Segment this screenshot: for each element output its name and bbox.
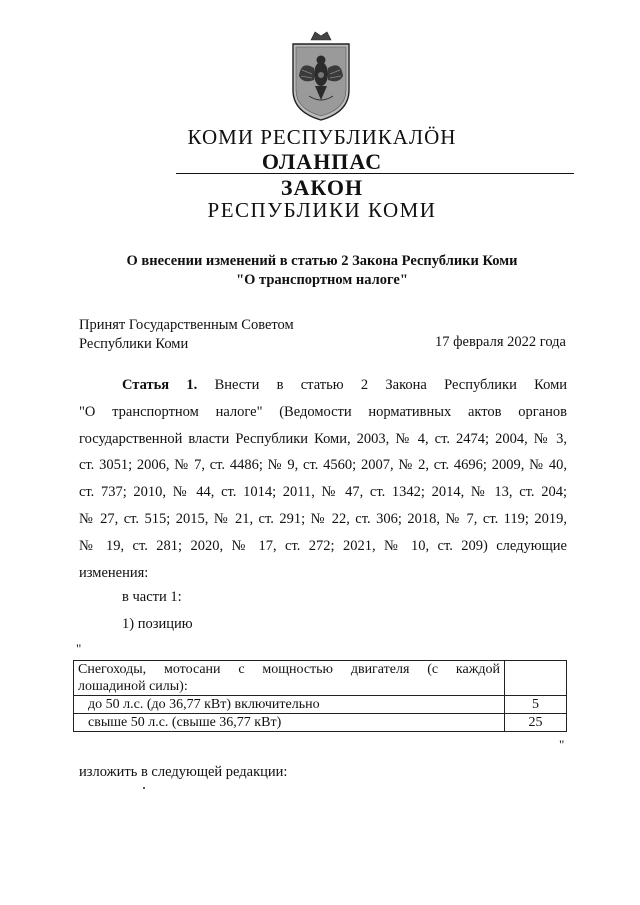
adopted-by-line2: Республики Коми	[79, 336, 189, 352]
header-republic: РЕСПУБЛИКИ КОМИ	[207, 198, 437, 222]
coat-of-arms-emblem	[289, 30, 353, 122]
article-line: № 27, ст. 515; 2015, № 21, ст. 291; № 22, ст. 306; 2018, № 7, ст. 119; 2019,	[79, 510, 567, 527]
table-cell-value: 5	[505, 696, 567, 714]
item-reference: 1) позицию	[122, 616, 193, 632]
part-reference: в части 1:	[122, 589, 182, 605]
table-cell-category: Снегоходы, мотосани с мощностью двигателя (с каждой лошадиной силы):	[74, 661, 505, 696]
scan-speck	[143, 787, 145, 789]
adopted-by-line1: Принят Государственным Советом	[79, 317, 294, 333]
header-divider	[176, 173, 574, 174]
law-title-line1: О внесении изменений в статью 2 Закона Республики Коми	[126, 253, 518, 269]
table-cell-label: свыше 50 л.с. (свыше 36,77 кВт)	[74, 714, 505, 732]
law-title-line2: "О транспортном налоге"	[236, 272, 408, 288]
quote-close-mark: "	[559, 737, 565, 752]
article-line: ст. 3051; 2006, № 7, ст. 4486; № 9, ст. 4560; 2007, № 2, ст. 4696; 2009, № 40,	[79, 457, 567, 474]
article-line: государственной власти Республики Коми, 2003, № 4, ст. 2474; 2004, № 3,	[79, 430, 567, 447]
article-label: Статья 1.	[122, 377, 198, 393]
table-row	[74, 696, 567, 714]
header-komi-title: КОМИ РЕСПУБЛИКАЛÖН	[187, 125, 457, 149]
header-olanpas: ОЛАНПАС	[261, 149, 383, 174]
header-zakon: ЗАКОН	[280, 175, 364, 200]
table-cell-value: 25	[505, 714, 567, 732]
article-line: № 19, ст. 281; 2020, № 17, ст. 272; 2021, № 10, ст. 209) следующие	[79, 537, 567, 554]
table-cell-value-empty	[505, 661, 567, 696]
article-line: Статья 1. Внести в статью 2 Закона Республики Коми	[122, 377, 568, 393]
tax-rate-table	[73, 660, 567, 732]
table-row	[74, 661, 567, 696]
closing-instruction: изложить в следующей редакции:	[79, 764, 288, 780]
article-line: изменения:	[79, 564, 149, 581]
table-cell-label: до 50 л.с. (до 36,77 кВт) включительно	[74, 696, 505, 714]
article-line: "О транспортном налоге" (Ведомости нормативных актов органов	[79, 403, 567, 420]
quote-open-mark: "	[76, 641, 82, 656]
adoption-date: 17 февраля 2022 года	[434, 334, 566, 350]
article-line: ст. 737; 2010, № 44, ст. 1014; 2011, № 47, ст. 1342; 2014, № 13, ст. 204;	[79, 484, 567, 501]
article-1-body	[79, 375, 567, 589]
table-row	[74, 714, 567, 732]
